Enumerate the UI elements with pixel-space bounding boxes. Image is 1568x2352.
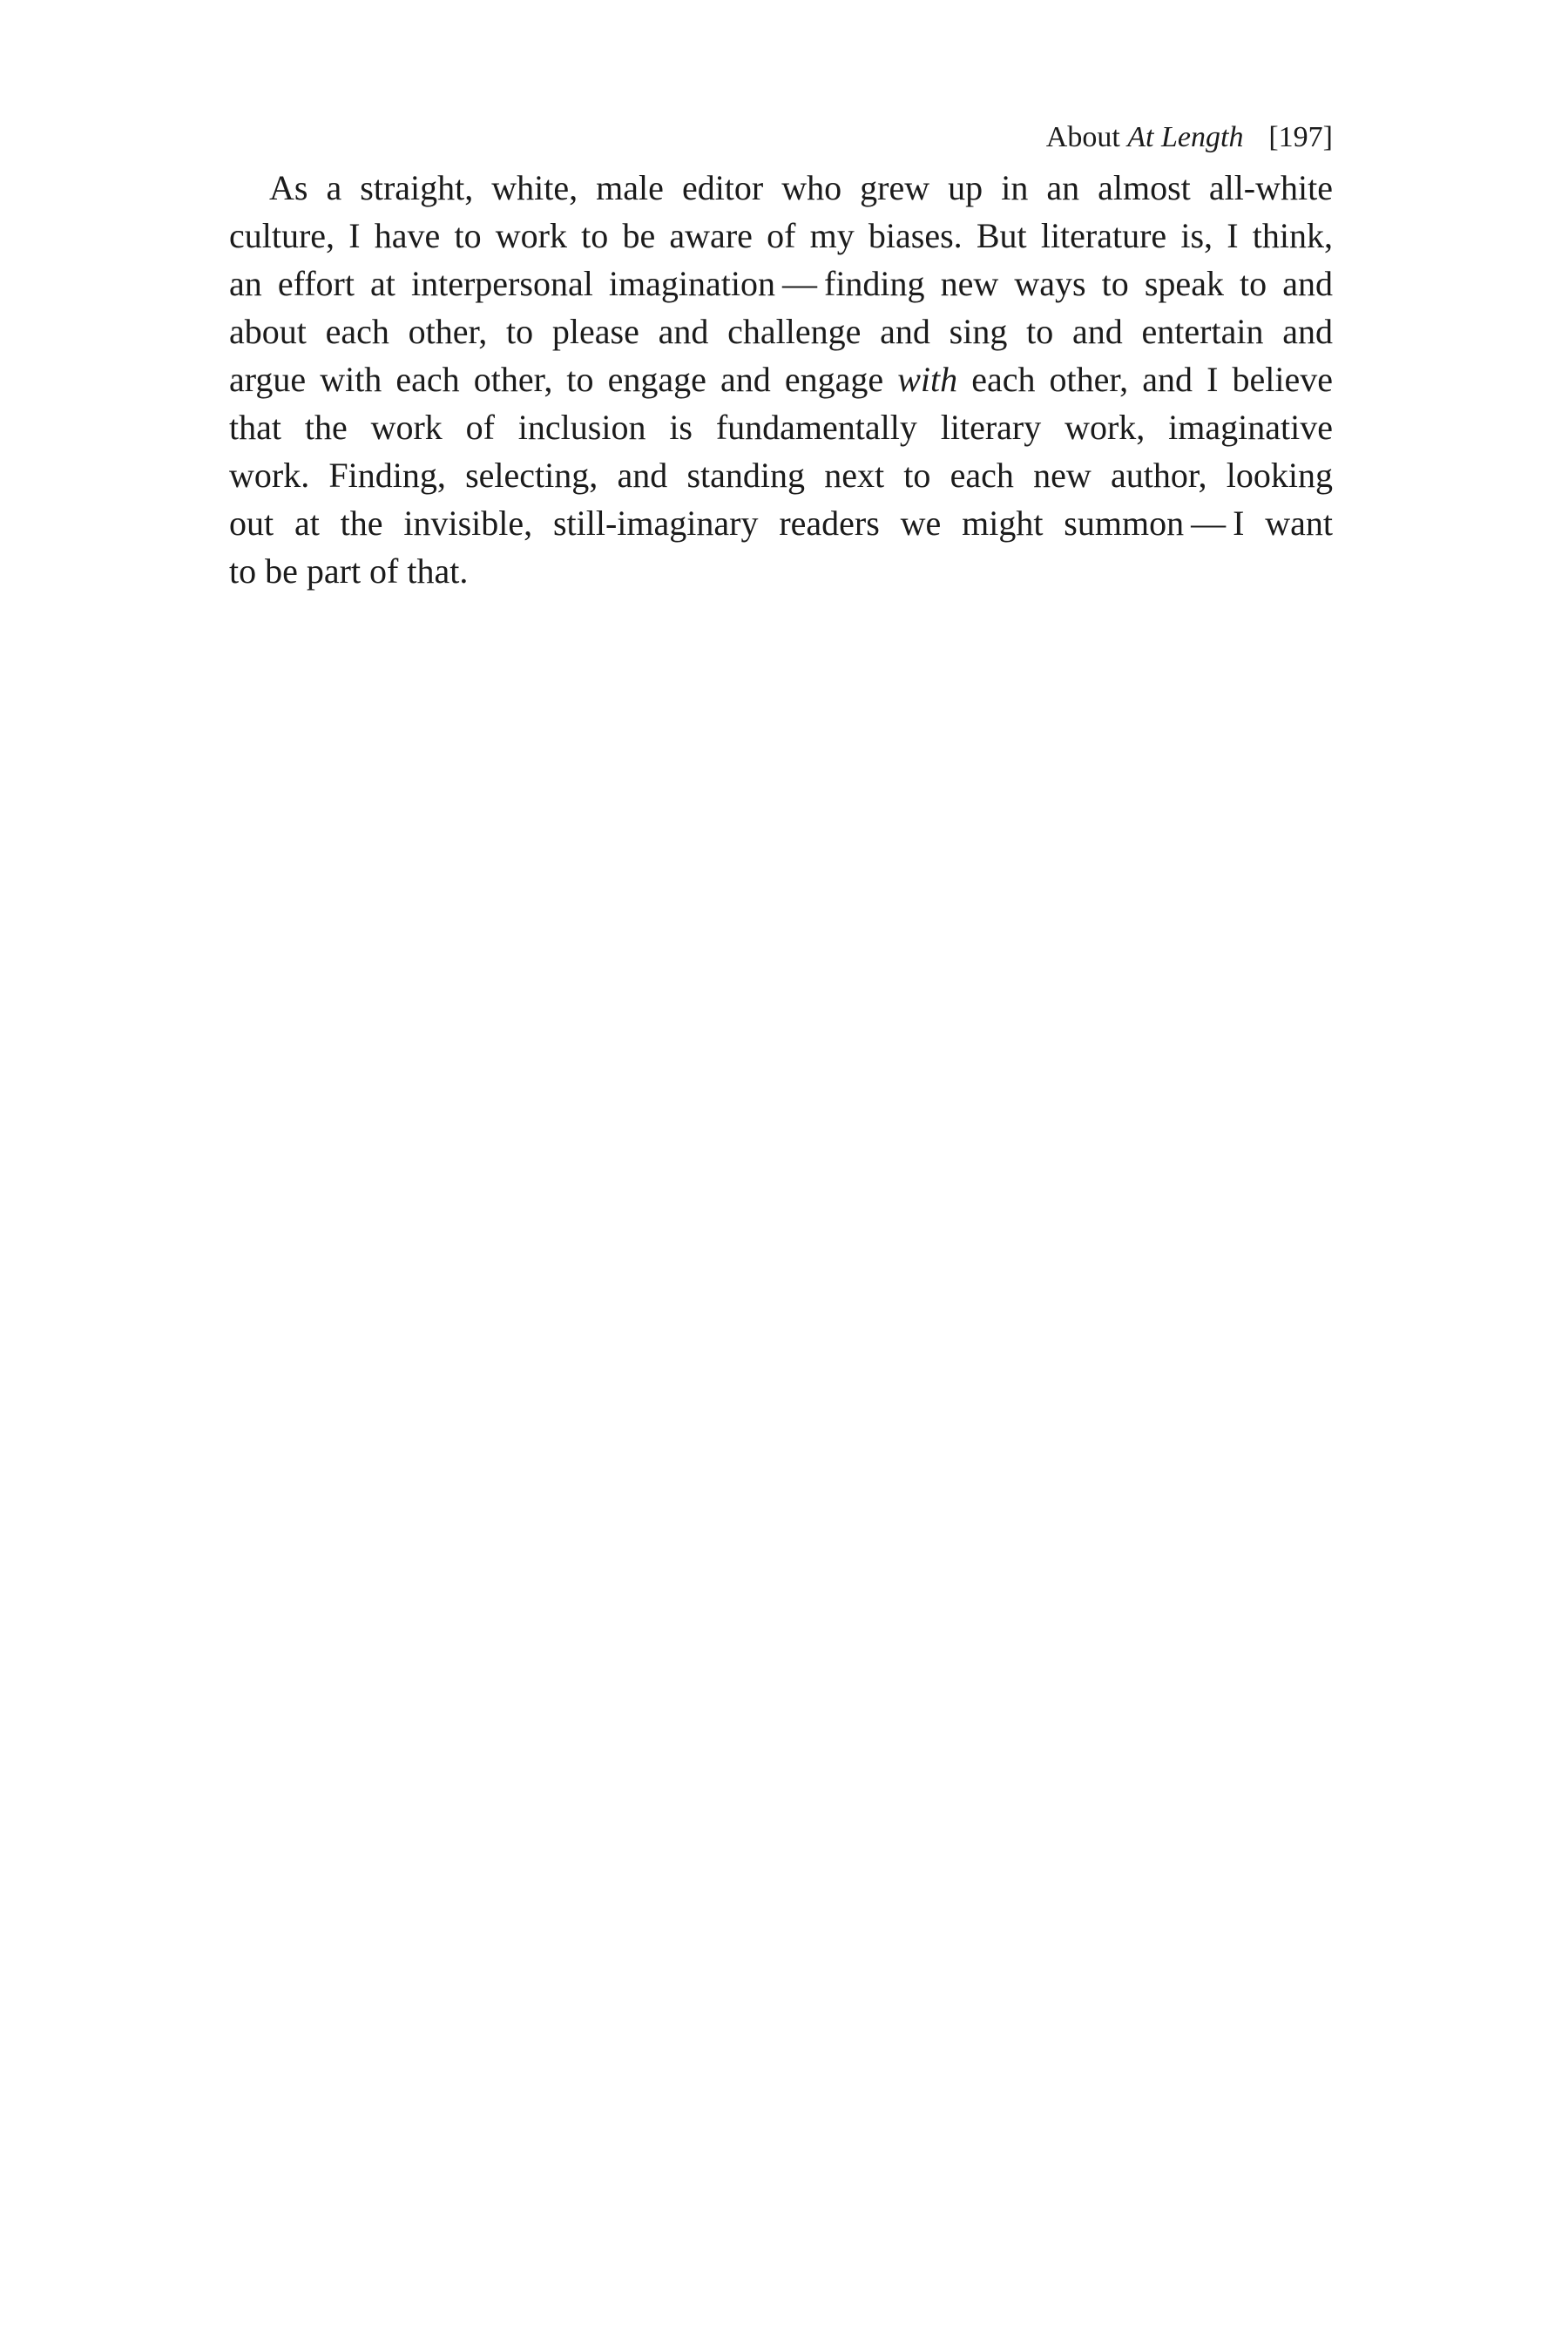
line-text: work. Finding, selecting, and standing next to each new author, looking [229,456,1333,495]
running-head-chapter-prefix: About [1045,121,1128,153]
paragraph [229,164,1333,595]
text-line [229,499,1333,547]
text-line [229,451,1333,499]
running-head-book-title: At Length [1127,121,1244,153]
line-text: out at the invisible, still-imaginary readers we might summon — I want [229,504,1333,543]
text-line [229,308,1333,355]
text-line [229,355,1333,403]
running-head [1046,120,1333,155]
page-number: [197] [1268,121,1333,153]
line-text: about each other, to please and challenge and sing to and entertain and [229,312,1333,351]
line-text: an effort at interpersonal imagination — finding new ways to speak to and [229,264,1333,303]
line-text: to be part of that. [229,551,469,591]
line-text: culture, I have to work to be aware of my biases. But literature is, I think, [229,216,1333,255]
text-line [229,212,1333,260]
line-text: each other, and I believe [957,360,1333,399]
line-text: argue with each other, to engage and engage [229,360,898,399]
text-line [229,260,1333,308]
line-text-italic: with [897,360,958,399]
text-line [229,403,1333,451]
text-line [229,164,1333,212]
line-text: that the work of inclusion is fundamentally literary work, imaginative [229,408,1333,447]
line-text: As a straight, white, male editor who grew up in an almost all-white [269,168,1333,207]
text-line [229,547,1333,595]
